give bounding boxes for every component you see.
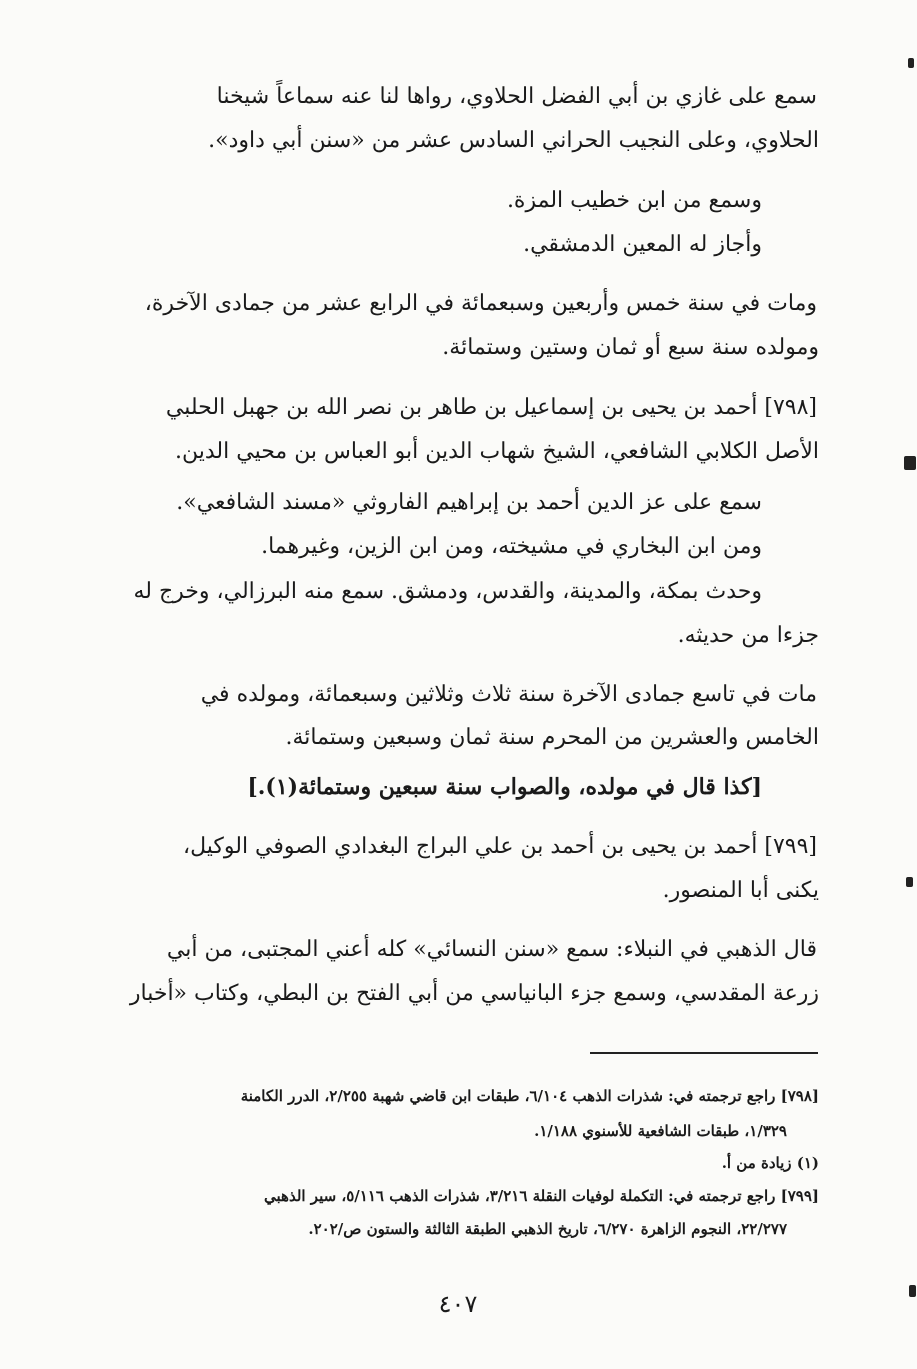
scan-speck <box>904 456 916 470</box>
body-line: سمع على عز الدين أحمد بن إبراهيم الفاروثي «مسند الشافعي». <box>176 490 762 515</box>
body-line: الأصل الكلابي الشافعي، الشيخ شهاب الدين أبو العباس بن محيي الدين. <box>175 439 819 464</box>
page-number: ٤٠٧ <box>438 1290 478 1318</box>
body-line: يكنى أبا المنصور. <box>662 878 819 903</box>
body-line: وحدث بمكة، والمدينة، والقدس، ودمشق. سمع منه البرزالي، وخرج له <box>133 579 762 604</box>
body-line: ومات في سنة خمس وأربعين وسبعمائة في الرابع عشر من جمادى الآخرة، <box>144 291 817 316</box>
entry-heading-799: [٧٩٩] أحمد بن يحيى بن أحمد بن علي البراج البغدادي الصوفي الوكيل، <box>183 834 817 859</box>
body-line: ومولده سنة سبع أو ثمان وستين وستمائة. <box>442 335 819 360</box>
scan-speck <box>908 58 914 68</box>
scan-speck <box>906 877 913 887</box>
body-line: الخامس والعشرين من المحرم سنة ثمان وسبعين وستمائة. <box>285 725 819 750</box>
body-line: ومن ابن البخاري في مشيخته، ومن ابن الزين، وغيرهما. <box>261 534 762 559</box>
body-line: وسمع من ابن خطيب المزة. <box>506 188 762 213</box>
body-line: زرعة المقدسي، وسمع جزء البانياسي من أبي الفتح بن البطي، وكتاب «أخبار <box>129 981 819 1006</box>
footnote-line: [٧٩٩] راجع ترجمته في: التكملة لوفيات النقلة ٣/٢١٦، شذرات الذهب ٥/١١٦، سير الذهبي <box>264 1187 819 1205</box>
body-line: سمع على غازي بن أبي الفضل الحلاوي، رواها لنا عنه سماعاً شيخنا <box>216 84 817 109</box>
body-line: مات في تاسع جمادى الآخرة سنة ثلاث وثلاثين وسبعمائة، ومولده في <box>200 682 817 707</box>
body-line: وأجاز له المعين الدمشقي. <box>523 232 762 257</box>
footnote-line: [٧٩٨] راجع ترجمته في: شذرات الذهب ٦/١٠٤، طبقات ابن قاضي شهبة ٢/٢٥٥، الدرر الكامنة <box>240 1087 819 1105</box>
body-line: الحلاوي، وعلى النجيب الحراني السادس عشر من «سنن أبي داود». <box>208 128 819 153</box>
entry-heading-798: [٧٩٨] أحمد بن يحيى بن إسماعيل بن طاهر بن نصر الله بن جهبل الحلبي <box>165 395 817 420</box>
footnote-line: (١) زيادة من أ. <box>721 1154 819 1172</box>
footnote-separator <box>590 1052 818 1054</box>
body-line: جزءا من حديثه. <box>677 623 819 648</box>
body-line: قال الذهبي في النبلاء: سمع «سنن النسائي» كله أعني المجتبى، من أبي <box>166 937 817 962</box>
scan-speck <box>909 1285 916 1297</box>
editor-note-line: [كذا قال في مولده، والصواب سنة سبعين وستمائة(١).] <box>247 774 762 800</box>
footnote-line: ١/٣٢٩، طبقات الشافعية للأسنوي ١/١٨٨. <box>534 1122 787 1140</box>
footnote-line: ٢٢/٢٧٧، النجوم الزاهرة ٦/٢٧٠، تاريخ الذهبي الطبقة الثالثة والستون ص/٢٠٢. <box>308 1220 787 1238</box>
